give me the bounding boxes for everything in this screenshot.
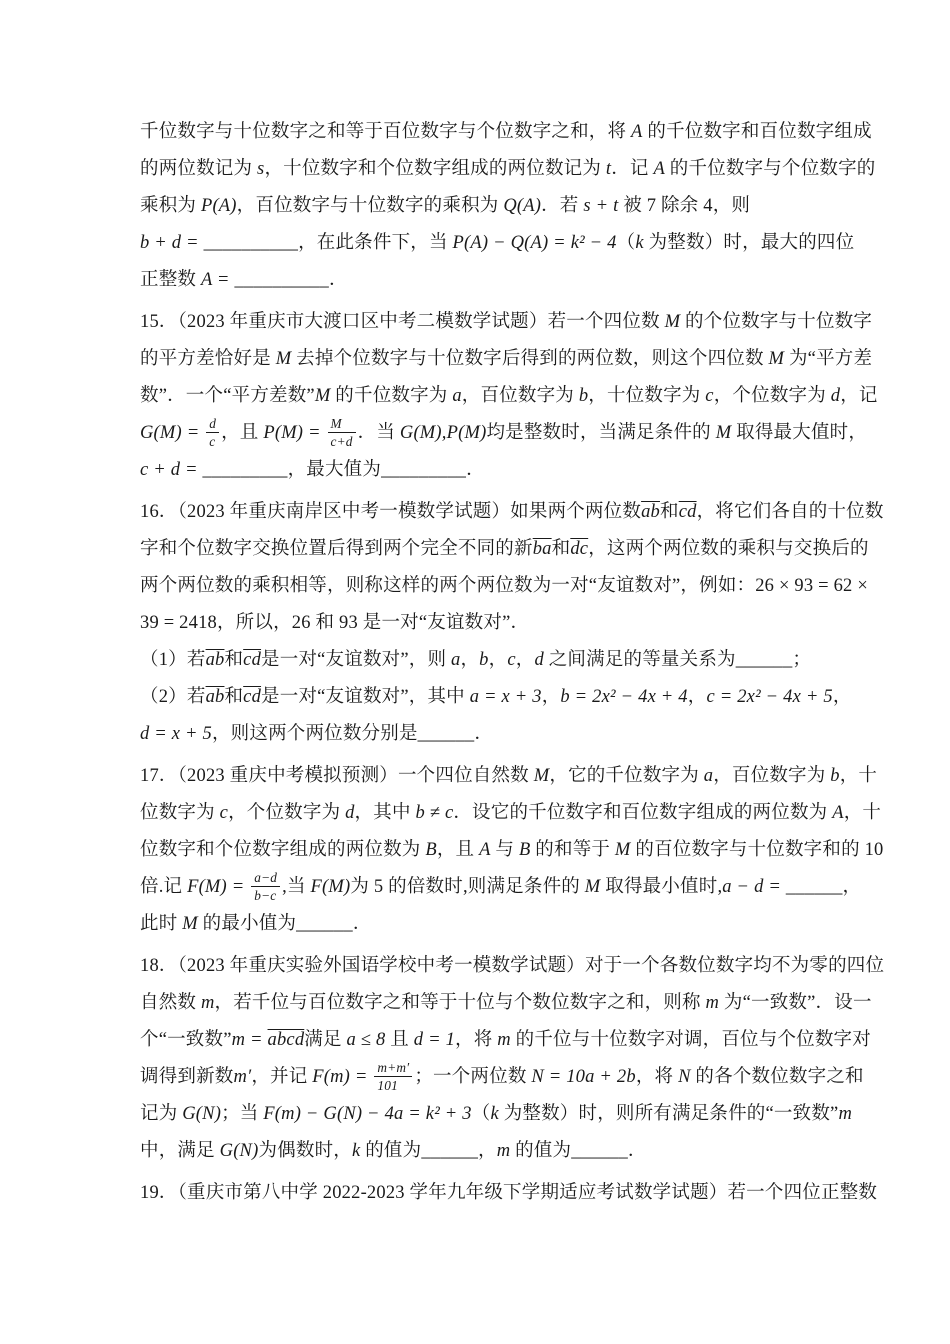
math-run: G(M),P(M) <box>399 423 487 443</box>
math-run: b + d = <box>140 233 204 253</box>
math-run: m <box>496 1141 511 1161</box>
math-run: b <box>578 386 589 406</box>
text-run: 个“一致数” <box>140 1030 232 1050</box>
text-run: ，百位数字为 <box>713 766 831 786</box>
text-run: 的百位数字与十位数字和的 10 <box>630 840 884 860</box>
problem-18 <box>140 948 885 1170</box>
text-run: 和 <box>224 650 244 670</box>
math-run: k <box>635 233 644 253</box>
text-line <box>140 494 884 531</box>
math-run: M <box>314 386 331 406</box>
overline-math-run: $\overline{cd}$ <box>678 502 697 522</box>
text-run: ， <box>515 650 535 670</box>
text-line <box>140 452 818 489</box>
text-run: ；当 <box>221 1104 264 1124</box>
math-run: M <box>715 423 732 443</box>
math-run: a <box>703 766 714 786</box>
text-run: 与 <box>490 840 519 860</box>
math-run: d = x + 5 <box>140 724 212 744</box>
text-run: 18．（2023 年重庆实验外国语学校中考一模数学试题）对于一个各数位数字均不为零的四位 <box>140 956 885 976</box>
text-run: ，百位数字与十位数字的乘积为 <box>236 196 504 216</box>
math-run: F(M) <box>310 877 351 897</box>
overline-math-run: $\overline{ab}$ <box>205 687 225 707</box>
text-run: ．记 <box>611 159 654 179</box>
text-run: 的千位数字和百位数字组成 <box>642 122 872 142</box>
text-run: __________，在此条件下，当 <box>203 233 453 253</box>
text-run: ，个位数字为 <box>228 803 346 823</box>
text-run: （1）若 <box>140 650 206 670</box>
math-run: M <box>584 877 601 897</box>
problem-19 <box>140 1175 878 1212</box>
problem-15 <box>140 304 878 489</box>
text-run: 位数字为 <box>140 803 220 823</box>
math-run: a ≤ 8 <box>346 1030 386 1050</box>
text-run: （ <box>471 1104 491 1124</box>
text-line <box>140 985 872 1022</box>
overline-math-run: $\overline{ab}$ <box>205 650 225 670</box>
text-line <box>140 869 862 906</box>
fraction-numerator: m+m′ <box>374 1060 412 1078</box>
overline-math-run: $\overline{ba}$ <box>532 539 552 559</box>
math-run: t <box>605 159 612 179</box>
math-run: b <box>830 766 840 786</box>
text-run: 的千位与十位数字对调，百位与个位数字对 <box>510 1030 871 1050</box>
document-body <box>140 114 885 1217</box>
text-run: 被 7 除余 4，则 <box>618 196 751 216</box>
text-line <box>140 341 873 378</box>
text-run: 的和等于 <box>530 840 615 860</box>
text-line <box>140 1022 871 1059</box>
text-line <box>140 1096 852 1133</box>
text-run: 的个位数字与十位数字 <box>680 312 873 332</box>
text-run: ；一个两位数 <box>414 1067 532 1087</box>
overline-math-run: $\overline{cd}$ <box>243 687 262 707</box>
text-run: ，且 <box>221 423 264 443</box>
math-run: N = 10a + 2b <box>531 1067 636 1087</box>
text-run: ，这两个两位数的乘积与交换后的 <box>588 539 869 559</box>
text-run: ．当 <box>357 423 400 443</box>
math-run: P(A) − Q(A) = k² − 4 <box>452 233 617 253</box>
math-run: d <box>830 386 841 406</box>
text-run: 和 <box>224 687 244 707</box>
text-line <box>140 415 868 452</box>
math-run: m′ <box>233 1067 252 1087</box>
text-run: 为偶数时， <box>258 1141 352 1161</box>
text-run: 均是整数时，当满足条件的 <box>486 423 716 443</box>
text-run: ，并记 <box>251 1067 313 1087</box>
math-run: m <box>200 993 215 1013</box>
math-run: A <box>479 840 491 860</box>
math-run: A = <box>200 270 235 290</box>
text-run: ，将 <box>635 1067 679 1087</box>
text-run: 的值为______． <box>510 1141 647 1161</box>
math-run: N <box>678 1067 691 1087</box>
text-run: （ <box>616 233 636 253</box>
text-line <box>140 642 818 679</box>
text-run: 此时 <box>140 914 183 934</box>
text-run: 数”．一个“平方差数” <box>140 386 315 406</box>
text-run: ，十位数字和个位数字组成的两位数记为 <box>264 159 606 179</box>
text-run: 16．（2023 年重庆南岸区中考一模数学试题）如果两个两位数 <box>140 502 642 522</box>
text-run: 中，满足 <box>140 1141 220 1161</box>
math-run: k <box>490 1104 499 1124</box>
text-run: 取得最大值时， <box>731 423 868 443</box>
math-run: s + t <box>583 196 619 216</box>
math-run: M <box>182 914 198 934</box>
text-run: 19．（重庆市第八中学 2022-2023 学年九年级下学期适应考试数学试题）若一个四位正整数 <box>140 1183 878 1203</box>
math-run: M <box>614 840 631 860</box>
text-run: 取得最小值时, <box>600 877 723 897</box>
text-line <box>140 795 882 832</box>
text-run: 的最小值为______． <box>197 914 372 934</box>
text-run: ．设它的千位数字和百位数字组成的两位数为 <box>453 803 833 823</box>
math-run: G(M) = <box>140 423 205 443</box>
text-run: 调得到新数 <box>140 1067 234 1087</box>
text-line <box>140 568 868 605</box>
text-run: 的值为______， <box>360 1141 497 1161</box>
overline-math-run: $\overline{ab}$ <box>641 502 660 522</box>
text-line <box>140 262 818 299</box>
problem-14-continuation <box>140 114 876 299</box>
text-run: ．若 <box>541 196 584 216</box>
text-run: 和 <box>551 539 571 559</box>
math-run: c <box>705 386 714 406</box>
text-run: ,当 <box>282 877 311 897</box>
fraction-denominator: 101 <box>377 1078 398 1094</box>
math-run: s <box>257 159 265 179</box>
text-run: 为整数）时，最大的四位 <box>643 233 855 253</box>
text-run: 的千位数字为 <box>330 386 453 406</box>
text-run: 且 <box>385 1030 414 1050</box>
fraction <box>374 1060 412 1094</box>
math-run: b = 2x² − 4x + 4 <box>560 687 688 707</box>
math-run: m <box>497 1030 511 1050</box>
text-run: ，十 <box>843 803 882 823</box>
text-line <box>140 114 872 151</box>
text-run: 去掉个位数字与十位数字后得到的两位数，则这个四位数 <box>291 349 769 369</box>
text-line <box>140 758 878 795</box>
math-run: G(N) <box>182 1104 222 1124</box>
text-run: 满足 <box>304 1030 347 1050</box>
text-run: ，百位数字为 <box>461 386 579 406</box>
text-run: ，其中 <box>354 803 416 823</box>
text-run: 正整数 <box>140 270 201 290</box>
fraction-denominator: c <box>209 434 216 450</box>
math-run: F(m) − G(N) − 4a = k² + 3 <box>263 1104 472 1124</box>
math-run: A <box>653 159 665 179</box>
fraction <box>328 416 356 450</box>
text-line <box>140 188 818 225</box>
text-run: 字和个位数字交换位置后得到两个完全不同的新 <box>140 539 533 559</box>
text-run: ， <box>460 650 480 670</box>
overline-math-run: $\overline{dc}$ <box>570 539 589 559</box>
text-run: 的各个数位数字之和 <box>690 1067 864 1087</box>
math-run: M <box>768 349 785 369</box>
math-run: F(m) = <box>312 1067 373 1087</box>
math-run: B <box>425 840 437 860</box>
text-run: 之间满足的等量关系为______； <box>543 650 812 670</box>
text-run: ，十 <box>839 766 878 786</box>
math-run: G(N) <box>219 1141 259 1161</box>
math-run: P(A) <box>200 196 237 216</box>
fraction-denominator: c+d <box>330 434 353 450</box>
text-line <box>140 151 876 188</box>
text-line <box>140 304 873 341</box>
text-run: ，记 <box>840 386 878 406</box>
text-run: ，十位数字为 <box>588 386 706 406</box>
math-run: a = x + 3 <box>469 687 542 707</box>
text-run: ______， <box>785 877 862 897</box>
text-run: （2）若 <box>140 687 206 707</box>
text-run: 乘积为 <box>140 196 201 216</box>
text-run: 倍.记 <box>140 877 188 897</box>
text-run: ， <box>832 687 852 707</box>
text-line <box>140 1175 878 1212</box>
math-run: A <box>631 122 643 142</box>
text-run: ，则这两个两位数分别是______． <box>211 724 494 744</box>
text-run: 为“平方差 <box>784 349 873 369</box>
text-run: __________． <box>234 270 348 290</box>
text-run: ， <box>687 687 707 707</box>
text-run: ， <box>488 650 508 670</box>
text-line <box>140 531 869 568</box>
math-run: b ≠ c <box>415 803 454 823</box>
text-line <box>140 948 885 985</box>
math-run: A <box>832 803 844 823</box>
text-run: 39 = 2418，所以，26 和 93 是一对“友谊数对”． <box>140 613 530 633</box>
fraction-numerator: M <box>328 416 356 434</box>
fraction-numerator: a−d <box>251 870 280 888</box>
math-run: F(M) = <box>187 877 250 897</box>
text-run: 自然数 <box>140 993 201 1013</box>
text-run: 为整数）时，则所有满足条件的“一致数” <box>498 1104 839 1124</box>
text-run: ，将 <box>455 1030 498 1050</box>
problem-17 <box>140 758 884 943</box>
math-run: d <box>534 650 544 670</box>
math-run: M <box>533 766 550 786</box>
text-line <box>140 679 852 716</box>
math-run: c <box>507 650 516 670</box>
text-run: ， <box>541 687 561 707</box>
text-run: 的两位数记为 <box>140 159 258 179</box>
math-run: b <box>479 650 489 670</box>
text-line <box>140 605 818 642</box>
math-run: d <box>345 803 355 823</box>
math-run: d = 1 <box>413 1030 456 1050</box>
text-run: 是一对“友谊数对”，则 <box>261 650 451 670</box>
text-line <box>140 1059 864 1096</box>
math-run: m = <box>231 1030 268 1050</box>
text-line <box>140 906 818 943</box>
text-run: 位数字和个位数字组成的两位数为 <box>140 840 426 860</box>
text-run: ，它的千位数字为 <box>549 766 704 786</box>
text-run: 为 5 的倍数时,则满足条件的 <box>350 877 585 897</box>
overline-math-run: $\overline{cd}$ <box>243 650 262 670</box>
text-run: 记为 <box>140 1104 183 1124</box>
text-run: 和 <box>659 502 679 522</box>
text-run: ，个位数字为 <box>713 386 831 406</box>
text-run: ，且 <box>436 840 480 860</box>
text-run: 两个两位数的乘积相等，则称这样的两个两位数为一对“友谊数对”，例如：26 × 93 = 62 × <box>140 576 868 596</box>
text-run: 是一对“友谊数对”，其中 <box>261 687 470 707</box>
text-run: ，若千位与百位数字之和等于十位与个数位数字之和，则称 <box>214 993 706 1013</box>
math-run: k <box>351 1141 361 1161</box>
math-run: P(M) = <box>263 423 326 443</box>
fraction-denominator: b−c <box>254 888 277 904</box>
text-run: 为“一致数”．设一 <box>719 993 872 1013</box>
fraction <box>206 416 219 450</box>
text-run: 15．（2023 年重庆市大渡口区中考二模数学试题）若一个四位数 <box>140 312 665 332</box>
math-run: B <box>518 840 531 860</box>
fraction-numerator: d <box>206 416 219 434</box>
text-line <box>140 225 855 262</box>
math-run: a <box>452 386 462 406</box>
math-run: c = 2x² − 4x + 5 <box>706 687 833 707</box>
fraction <box>251 870 280 904</box>
math-run: m <box>705 993 720 1013</box>
math-run: c + d = <box>140 460 203 480</box>
text-run: 千位数字与十位数字之和等于百位数字与个位数字之和，将 <box>140 122 632 142</box>
text-run: ，将它们各自的十位数 <box>696 502 884 522</box>
math-run: Q(A) <box>503 196 542 216</box>
text-run: _________，最大值为_________． <box>202 460 485 480</box>
text-line <box>140 832 884 869</box>
text-run: 的千位数字与个位数字的 <box>664 159 876 179</box>
text-line <box>140 1133 818 1170</box>
text-run: 17．（2023 重庆中考模拟预测）一个四位自然数 <box>140 766 534 786</box>
text-line <box>140 378 878 415</box>
problem-16 <box>140 494 884 753</box>
math-run: M <box>275 349 292 369</box>
overline-math-run: abcd <box>267 1030 305 1050</box>
math-run: c <box>219 803 229 823</box>
math-run: m <box>838 1104 852 1124</box>
text-run: 的平方差恰好是 <box>140 349 276 369</box>
math-run: a <box>451 650 461 670</box>
math-run: M <box>664 312 681 332</box>
text-line <box>140 716 818 753</box>
math-run: a − d = <box>722 877 786 897</box>
